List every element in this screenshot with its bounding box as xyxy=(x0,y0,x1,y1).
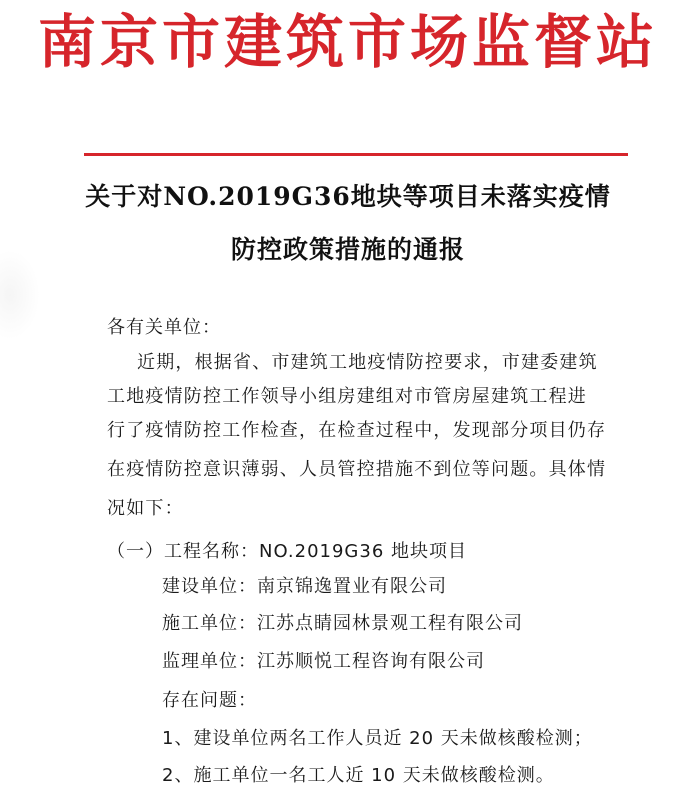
issue-item: 2、施工单位一名工人近 10 天未做核酸检测。 xyxy=(162,765,555,786)
organization-header: 南京市建筑市场监督站 xyxy=(37,8,658,76)
issues-label: 存在问题： xyxy=(162,690,257,711)
construction-unit-line: 建设单位：南京锦逸置业有限公司 xyxy=(162,576,447,597)
paragraph-line: 工地疫情防控工作领导小组房建组对市管房屋建筑工程进 xyxy=(107,386,587,407)
contractor-unit-line: 施工单位：江苏点睛园林景观工程有限公司 xyxy=(162,613,523,634)
paragraph-line: 在疫情防控意识薄弱、人员管控措施不到位等问题。具体情 xyxy=(107,459,607,480)
red-divider-line xyxy=(84,153,628,156)
supervision-unit-line: 监理单位：江苏顺悦工程咨询有限公司 xyxy=(162,651,485,672)
salutation: 各有关单位： xyxy=(107,317,221,338)
document-title-line-1: 关于对NO.2019G36地块等项目未落实疫情 xyxy=(85,182,611,211)
document-title-line-2: 防控政策措施的通报 xyxy=(230,235,465,264)
paragraph-line: 近期，根据省、市建筑工地疫情防控要求，市建委建筑 xyxy=(137,352,598,373)
paragraph-line: 行了疫情防控工作检查，在检查过程中，发现部分项目仍存 xyxy=(107,420,607,441)
paragraph-line: 况如下： xyxy=(107,498,184,519)
section-heading-project-name: （一）工程名称：NO.2019G36 地块项目 xyxy=(107,541,468,562)
issue-item: 1、建设单位两名工作人员近 20 天未做核酸检测； xyxy=(162,728,593,749)
